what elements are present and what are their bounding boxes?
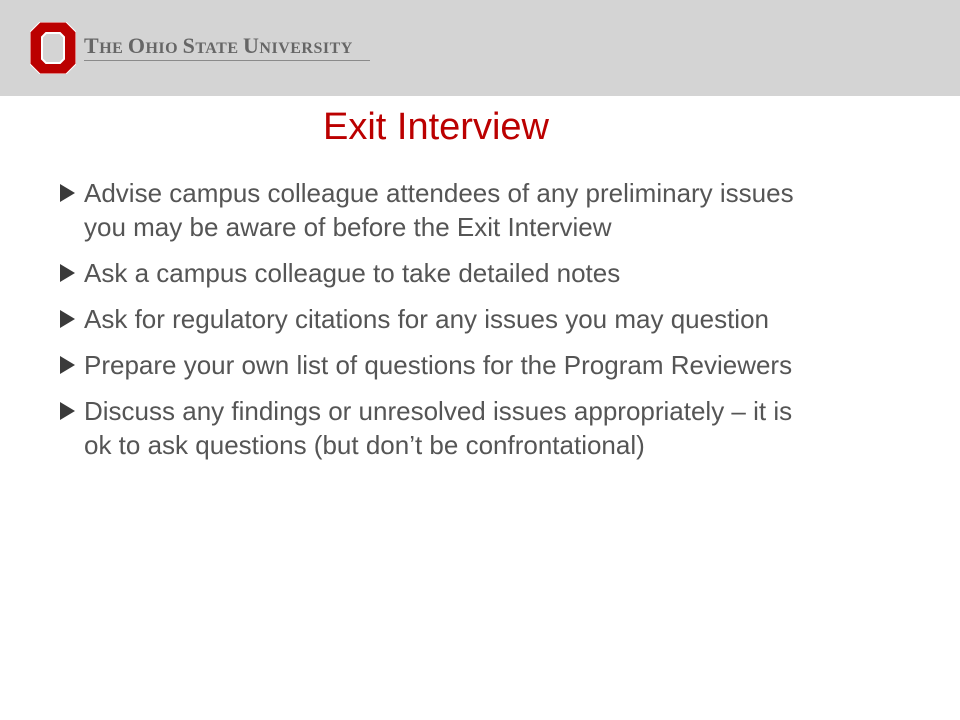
wordmark-initial-3: S [182,33,196,58]
bullet-text: Prepare your own list of questions for the Program Reviewers [84,350,793,380]
arrow-bullet-icon [60,184,75,202]
wordmark-initial-4: U [243,33,260,58]
header-bar [0,0,960,96]
bullet-text: Ask a campus colleague to take detailed notes [84,258,621,288]
slide-title: Exit Interview [323,106,549,148]
block-o-logo-icon [30,22,76,74]
bullet-list [60,176,820,474]
bullet-item [60,256,820,290]
bullet-item [60,348,820,382]
bullet-item [60,394,820,462]
wordmark-rest-4: NIVERSITY [259,40,353,57]
university-wordmark [84,33,353,59]
bullet-item [60,302,820,336]
wordmark-rest-3: TATE [195,40,244,57]
wordmark-rest-1: HE [99,40,128,57]
wordmark-rest-2: HIO [145,40,183,57]
bullet-item [60,176,820,244]
arrow-bullet-icon [60,356,75,374]
arrow-bullet-icon [60,310,75,328]
wordmark-initial-1: T [84,33,100,58]
wordmark-underline [84,60,370,61]
arrow-bullet-icon [60,402,75,420]
wordmark-initial-2: O [127,33,146,58]
arrow-bullet-icon [60,264,75,282]
bullet-text: Ask for regulatory citations for any issues you may question [84,304,769,334]
bullet-text: Discuss any findings or unresolved issues appropriately – it is ok to ask questions (but don’t be confrontational) [84,396,793,460]
bullet-text: Advise campus colleague attendees of any preliminary issues you may be aware of before the Exit Interview [84,178,794,242]
